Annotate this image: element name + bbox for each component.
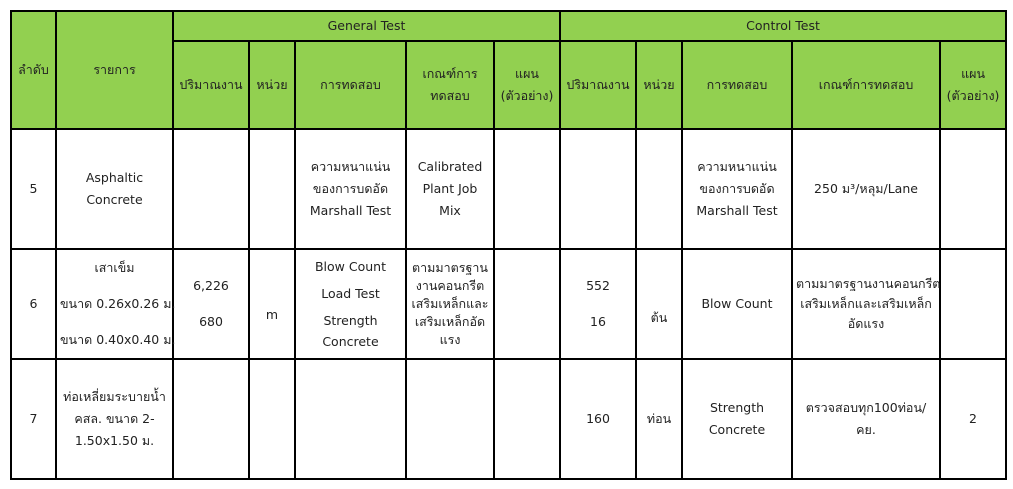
cell-general-plan	[494, 249, 560, 359]
header-general-plan: แผน (ตัวอย่าง)	[494, 41, 560, 129]
cell-general-plan	[494, 359, 560, 479]
cell-control-unit: ต้น	[636, 249, 682, 359]
cell-general-test: ความหนาแน่น ของการบดอัด Marshall Test	[295, 129, 406, 249]
header-general-quantity: ปริมาณงาน	[173, 41, 249, 129]
cell-control-quantity	[560, 129, 636, 249]
header-control-test-method: การทดสอบ	[682, 41, 792, 129]
cell-control-criteria: ตามมาตรฐานงานคอนกรีต เสริมเหล็กและเสริมเหล็ก อัดแรง	[792, 249, 940, 359]
cell-control-unit	[636, 129, 682, 249]
header-general-test-method: การทดสอบ	[295, 41, 406, 129]
cell-control-quantity: 552 16	[560, 249, 636, 359]
cell-item: Asphaltic Concrete	[56, 129, 173, 249]
cell-general-quantity	[173, 359, 249, 479]
cell-general-quantity: 6,226 680	[173, 249, 249, 359]
cell-seq: 6	[11, 249, 56, 359]
cell-control-test: Blow Count	[682, 249, 792, 359]
header-control-quantity: ปริมาณงาน	[560, 41, 636, 129]
cell-control-plan	[940, 129, 1006, 249]
cell-general-unit: m	[249, 249, 295, 359]
table-row	[11, 249, 1006, 359]
header-control-criteria: เกณฑ์การทดสอบ	[792, 41, 940, 129]
cell-seq: 7	[11, 359, 56, 479]
table-row	[11, 129, 1006, 249]
header-seq: ลำดับ	[11, 11, 56, 129]
cell-item: ท่อเหลี่ยมระบายน้ำ คสล. ขนาด 2- 1.50x1.50 ม.	[56, 359, 173, 479]
cell-general-test	[295, 359, 406, 479]
header-control-plan: แผน (ตัวอย่าง)	[940, 41, 1006, 129]
cell-general-test: Blow Count Load Test Strength Concrete	[295, 249, 406, 359]
table-row	[11, 359, 1006, 479]
cell-control-plan	[940, 249, 1006, 359]
cell-general-criteria: ตามมาตรฐาน งานคอนกรีต เสริมเหล็กและ เสริมเหล็กอัด แรง	[406, 249, 494, 359]
cell-item: เสาเข็ม ขนาด 0.26x0.26 ม. ขนาด 0.40x0.40 ม.	[56, 249, 173, 359]
cell-general-plan	[494, 129, 560, 249]
cell-control-criteria: 250 ม³/หลุม/Lane	[792, 129, 940, 249]
test-plan-table	[10, 10, 1007, 480]
header-general-test: General Test	[173, 11, 560, 41]
cell-control-test: Strength Concrete	[682, 359, 792, 479]
cell-general-criteria	[406, 359, 494, 479]
header-item: รายการ	[56, 11, 173, 129]
cell-general-unit	[249, 129, 295, 249]
cell-seq: 5	[11, 129, 56, 249]
cell-general-criteria: Calibrated Plant Job Mix	[406, 129, 494, 249]
cell-general-unit	[249, 359, 295, 479]
cell-control-plan: 2	[940, 359, 1006, 479]
header-control-unit: หน่วย	[636, 41, 682, 129]
header-general-criteria: เกณฑ์การ ทดสอบ	[406, 41, 494, 129]
cell-general-quantity	[173, 129, 249, 249]
header-general-unit: หน่วย	[249, 41, 295, 129]
cell-control-unit: ท่อน	[636, 359, 682, 479]
cell-control-criteria: ตรวจสอบทุก100ท่อน/คย.	[792, 359, 940, 479]
header-control-test: Control Test	[560, 11, 1006, 41]
cell-control-quantity: 160	[560, 359, 636, 479]
cell-control-test: ความหนาแน่น ของการบดอัด Marshall Test	[682, 129, 792, 249]
